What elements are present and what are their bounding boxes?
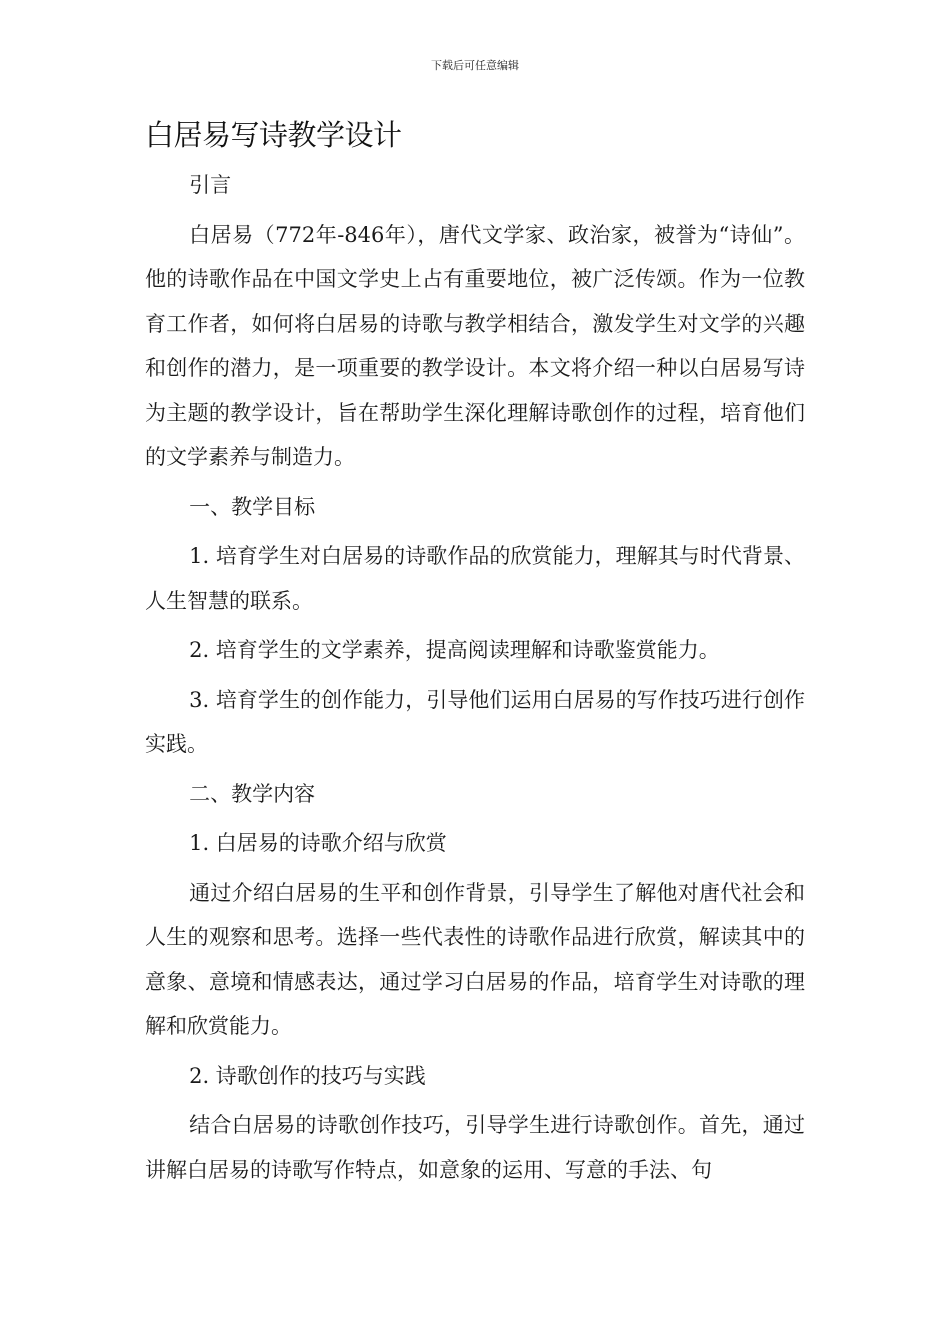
content-subheading-2: 2. 诗歌创作的技巧与实践 xyxy=(189,1063,426,1088)
goal-item-1: 1. 培育学生对白居易的诗歌作品的欣赏能力，理解其与时代背景、人生智慧的联系。 xyxy=(145,544,805,613)
paragraph-introduction: 白居易（772年-846年），唐代文学家、政治家，被誉为“诗仙”。他的诗歌作品在中国文学史上占有重要地位，被广泛传颂。作为一位教育工作者，如何将白居易的诗歌与教学相结合，激发学生对文学的兴趣和创作的潜力，是一项重要的教学设计。本文将介绍一种以白居易写诗为主题的教学设计，旨在帮助学生深化理解诗歌创作的过程，培育他们的文学素养与制造力。 xyxy=(145,222,805,469)
heading-teaching-goals: 一、教学目标 xyxy=(189,494,316,519)
goal-item-3: 3. 培育学生的创作能力，引导他们运用白居易的写作技巧进行创作实践。 xyxy=(145,687,805,756)
document-title: 白居易写诗教学设计 xyxy=(145,118,402,152)
goal-item-2: 2. 培育学生的文学素养，提高阅读理解和诗歌鉴赏能力。 xyxy=(189,638,720,662)
content-subheading-1: 1. 白居易的诗歌介绍与欣赏 xyxy=(189,831,447,855)
paragraph-content-1: 通过介绍白居易的生平和创作背景，引导学生了解他对唐代社会和人生的观察和思考。选择一些代表性的诗歌作品进行欣赏，解读其中的意象、意境和情感表达，通过学习白居易的作品，培育学生对诗歌的理解和欣赏能力。 xyxy=(145,880,805,1038)
heading-introduction: 引言 xyxy=(189,173,232,197)
document-body xyxy=(145,163,805,1197)
header-watermark: 下载后可任意编辑 xyxy=(431,59,519,72)
paragraph-content-2: 结合白居易的诗歌创作技巧，引导学生进行诗歌创作。首先，通过讲解白居易的诗歌写作特点，如意象的运用、写意的手法、句 xyxy=(145,1113,805,1182)
heading-teaching-content: 二、教学内容 xyxy=(189,781,316,806)
